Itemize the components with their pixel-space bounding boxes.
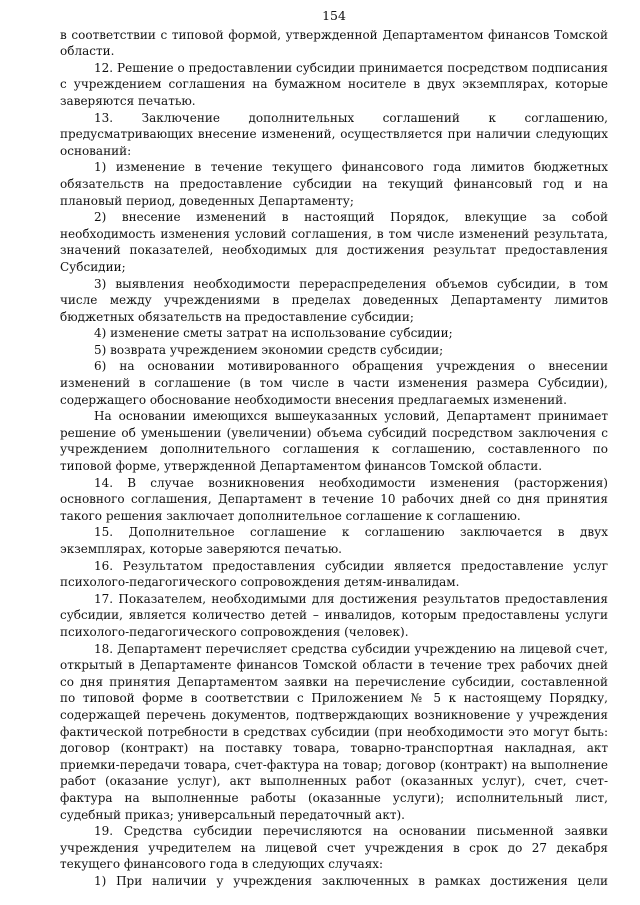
paragraph-16: 16. Результатом предоставления субсидии является предоставление услуг психолого-педагогического сопровождения детям-инвалидам. [60,558,608,590]
paragraph-13-item-6: 6) на основании мотивированного обращения учреждения о внесении изменений в соглашение (в том числе в части изменения размера Субсидии), содержащего обоснование необходимости внесения предлагаемых изменений. [60,359,608,407]
paragraph-13-item-5: 5) возврата учреждением экономии средств субсидии; [94,342,444,357]
paragraph-13-item-3: 3) выявления необходимости перераспределения объемов субсидии, в том числе между учреждениями в пределах доведенных Департаменту лимитов бюджетных обязательств на предоставление субсидии; [60,276,608,324]
document-page [60,8,608,889]
paragraph-14: 14. В случае возникновения необходимости изменения (расторжения) основного соглашения, Департамент в течение 10 рабочих дней со дня принятия такого решения заключает дополнительное соглашение к соглашению. [60,475,608,523]
paragraph-19-item-1: 1) При наличии у учреждения заключенных в рамках достижения цели [94,873,608,888]
paragraph-13: 13. Заключение дополнительных соглашений к соглашению, предусматривающих внесение изменений, осуществляется при наличии следующих оснований: [60,110,608,158]
paragraph-continuation: в соответствии с типовой формой, утвержденной Департаментом финансов Томской области. [60,27,608,59]
paragraph-15: 15. Дополнительное соглашение к соглашению заключается в двух экземплярах, которые заверяются печатью. [60,525,608,556]
paragraph-19: 19. Средства субсидии перечисляются на основании письменной заявки учреждения учредителем на лицевой счет учреждения в срок до 27 декабря текущего финансового года в следующих случаях: [60,824,608,872]
paragraph-13-item-1: 1) изменение в течение текущего финансового года лимитов бюджетных обязательств на предоставление субсидии на текущий финансовый год и на плановый период, доведенных Департаменту; [60,160,608,208]
paragraph-13-item-2: 2) внесение изменений в настоящий Порядок, влекущие за собой необходимость изменения условий соглашения, в том числе изменений результата, значений показателей, необходимых для достижения результат предоставления Субсидии; [60,210,608,274]
paragraph-17: 17. Показателем, необходимыми для достижения результатов предоставления субсидии, является количество детей – инвалидов, которым предоставлены услуги психолого-педагогического сопровождения (человек). [60,591,608,639]
paragraph-13-item-4: 4) изменение сметы затрат на использование субсидии; [94,326,453,341]
paragraph-13-conclusion: На основании имеющихся вышеуказанных условий, Департамент принимает решение об уменьшении (увеличении) объема субсидий посредством заключения с учреждением дополнительного соглашения к соглашению, составленного по типовой форме, утвержденной Департаментом финансов Томской области. [60,409,608,474]
paragraph-12: 12. Решение о предоставлении субсидии принимается посредством подписания с учреждением соглашения на бумажном носителе в двух экземплярах, которые заверяются печатью. [60,60,608,108]
page-number: 154 [322,8,346,23]
paragraph-18: 18. Департамент перечисляет средства субсидии учреждению на лицевой счет, открытый в Департаменте финансов Томской области в течение трех рабочих дней со дня принятия Департаментом заявки на перечисление субсидии, составленной по типовой форме в соответствии с Приложением № 5 к настоящему Порядку, содержащей перечень документов, подтверждающих возникновение у учреждения фактической потребности в средствах субсидии (при необходимости это могут быть: договор (контракт) на поставку товара, товарно-транспортная накладная, акт приемки-передачи товара, счет-фактура на товар; договор (контракт) на выполнение работ (оказание услуг), акт выполненных работ (оказанных услуг), счет, счет-фактура на выполненные работы (оказанные услуги); исполнительный лист, судебный приказ; универсальный передаточный акт). [60,641,608,822]
